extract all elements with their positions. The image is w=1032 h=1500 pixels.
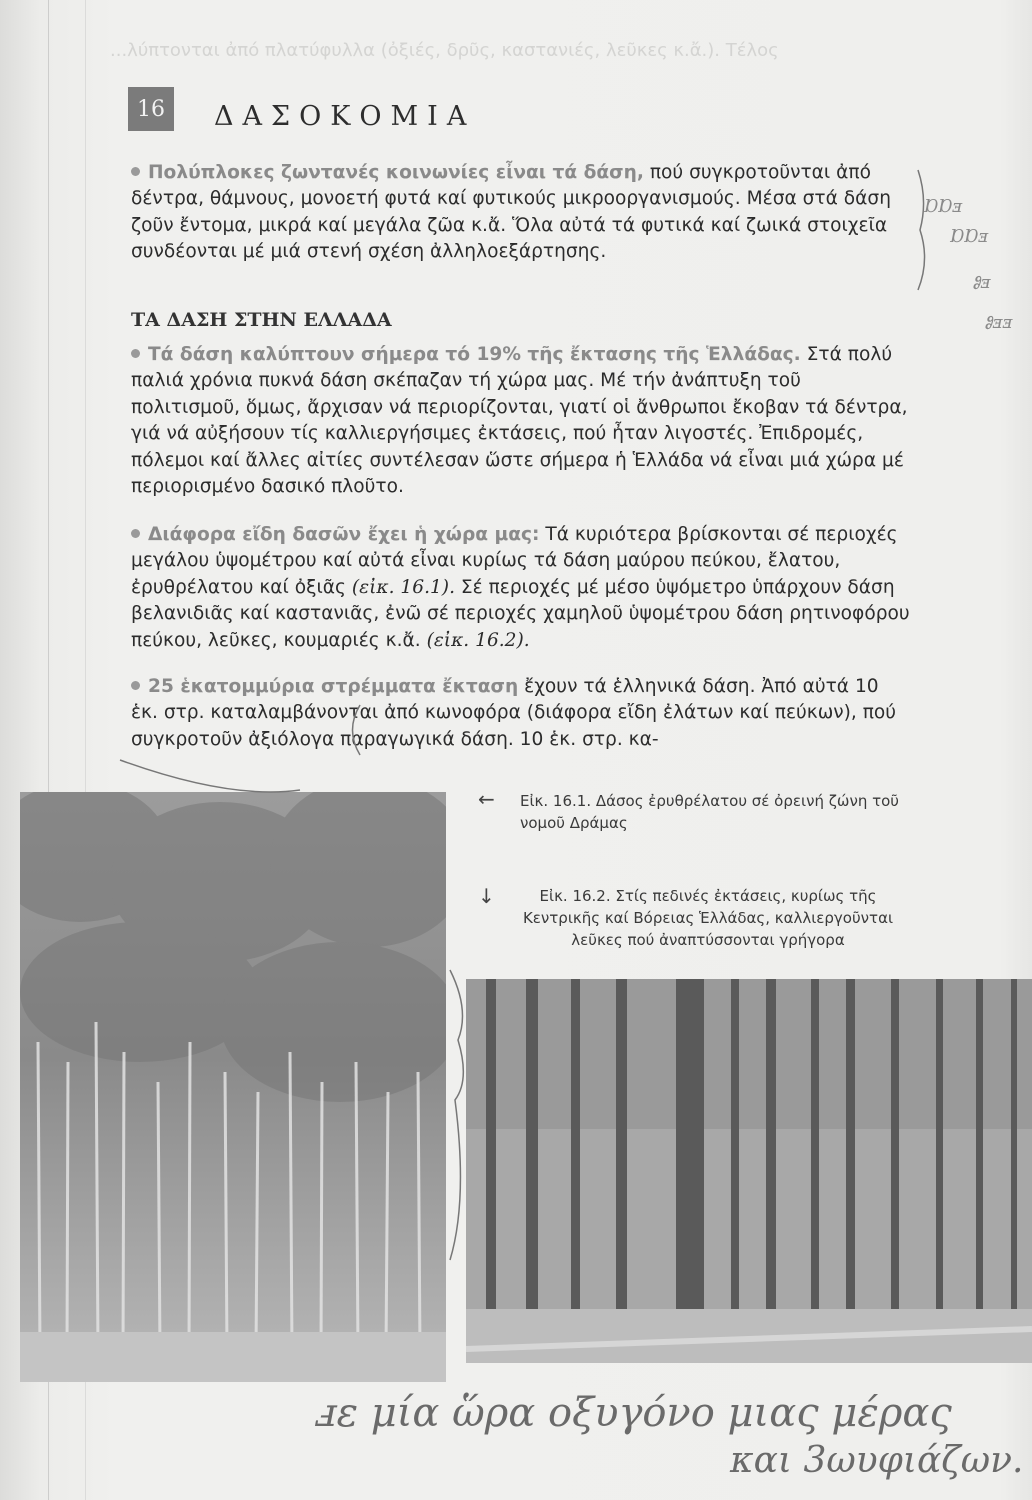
bleed-through-text: ...λύπτονται ἀπό πλατύφυλλα (ὀξιές, δρῦς, καστανιές, λεῦκες κ.ἄ.). Τέλος <box>110 40 779 61</box>
area-body: ἔχουν τά ἑλληνικά δάση. Ἀπό αὐτά 10 ἑκ. στρ. καταλαμβάνονται ἀπό κωνοφόρα (διάφορα εἴδη ἐλάτων καί πεύκων), πού συγκροτοῦν ἀξιόλογα παραγωγικά δάση. 10 ἑκ. στρ. κα- <box>131 676 897 750</box>
arrow-left-icon: ← <box>478 787 495 811</box>
coverage-lead: Τά δάση καλύπτουν σήμερα τό 19% τῆς ἔκτασης τῆς Ἑλλάδας. <box>148 344 801 365</box>
chapter-title: ΔΑΣΟΚΟΜΙΑ <box>214 101 476 132</box>
forest-types-body-b: Σέ περιοχές μέ μέσο ὑψόμετρο ὑπάρχουν δάση βελανιδιᾶς καί καστανιᾶς, ἐνῶ σέ περιοχές χαμηλοῦ ὑψομέτρου δάση ρητινοφόρου πεύκου, λεῦκες, κουμαριές κ.ἄ. <box>131 576 910 651</box>
handwritten-note-line-2: και 3ωυφιάζων. <box>730 1440 1024 1481</box>
forest-types-lead: Διάφορα εἴδη δασῶν ἔχει ἡ χώρα μας: <box>148 524 540 545</box>
coverage-body: Στά πολύ παλιά χρόνια πυκνά δάση σκέπαζαν τή χώρα μας. Μέ τήν ἀνάπτυξη τοῦ πολιτισμοῦ, ὅμως, ἄρχισαν νά περιορίζονται, γιατί οἱ ἄνθρωποι ἔκοβαν τά δέντρα, γιά νά αὐξήσουν τίς καλλιεργήσιμες ἐκτάσεις, πού ἦταν λιγοστές. Ἐπιδρομές, πόλεμοι καί ἄλλες αἰτίες συντέλεσαν ὥστε σήμερα ἡ Ἑλλάδα νά εἶναι μιά χώρα μέ περιορισμένο δασικό πλοῦτο. <box>131 344 908 498</box>
forest-types-body-a: Τά κυριότερα βρίσκονται σέ περιοχές μεγάλου ὑψομέτρου καί αὐτά εἶναι κυρίως τά δάση μαύρου πεύκου, ἔλατου, ἐρυθρέλατου καί ὀξιᾶς <box>131 524 898 598</box>
arrow-down-icon: ↓ <box>478 884 495 908</box>
margin-note-1: ⱰⱰⱻ <box>924 196 963 217</box>
margin-note-4: Ⱁⱻⱻ <box>984 312 1013 333</box>
margin-note-2: ⱰⱰⱻ <box>950 226 989 247</box>
margin-note-3: Ⱁⱻ <box>972 272 991 293</box>
figure-ref-16-2: (εἰκ. 16.2). <box>426 629 530 651</box>
intro-lead: Πολύπλοκες ζωντανές κοινωνίες εἶναι τά δάση, <box>148 162 644 183</box>
area-lead: 25 ἑκατομμύρια στρέμματα ἔκταση <box>148 676 519 697</box>
figure-16-1-caption: Εἰκ. 16.1. Δάσος ἐρυθρέλατου σέ ὀρεινή ζώνη τοῦ νομοῦ Δράμας <box>520 792 899 832</box>
figure-16-2-caption: Εἰκ. 16.2. Στίς πεδινές ἐκτάσεις, κυρίως τῆς Κεντρικῆς καί Βόρειας Ἑλλάδας, καλλιεργοῦνται λεῦκες πού ἀναπτύσσονται γρήγορα <box>522 887 894 949</box>
section-title: ΤΑ ΔΑΣΗ ΣΤΗΝ ΕΛΛΑΔΑ <box>131 309 392 331</box>
handwritten-note-line-1: ⅎε μία ὥρα οξυγόνο μιας μέρας <box>316 1390 952 1436</box>
figure-ref-16-1: (εἰκ. 16.1). <box>351 576 455 598</box>
chapter-number-badge: 16 <box>128 87 174 131</box>
intro-body: πού συγκροτοῦνται ἀπό δέντρα, θάμνους, μονοετή φυτά καί φυτικούς μικροοργανισμούς. Μέσα στά δάση ζοῦν ἔντομα, μικρά καί μεγάλα ζῶα κ.ἄ. Ὅλα αὐτά τά φυτικά καί ζωικά στοιχεῖα συνδέονται μέ μιά στενή σχέση ἀλληλοεξάρτησης. <box>131 162 891 263</box>
